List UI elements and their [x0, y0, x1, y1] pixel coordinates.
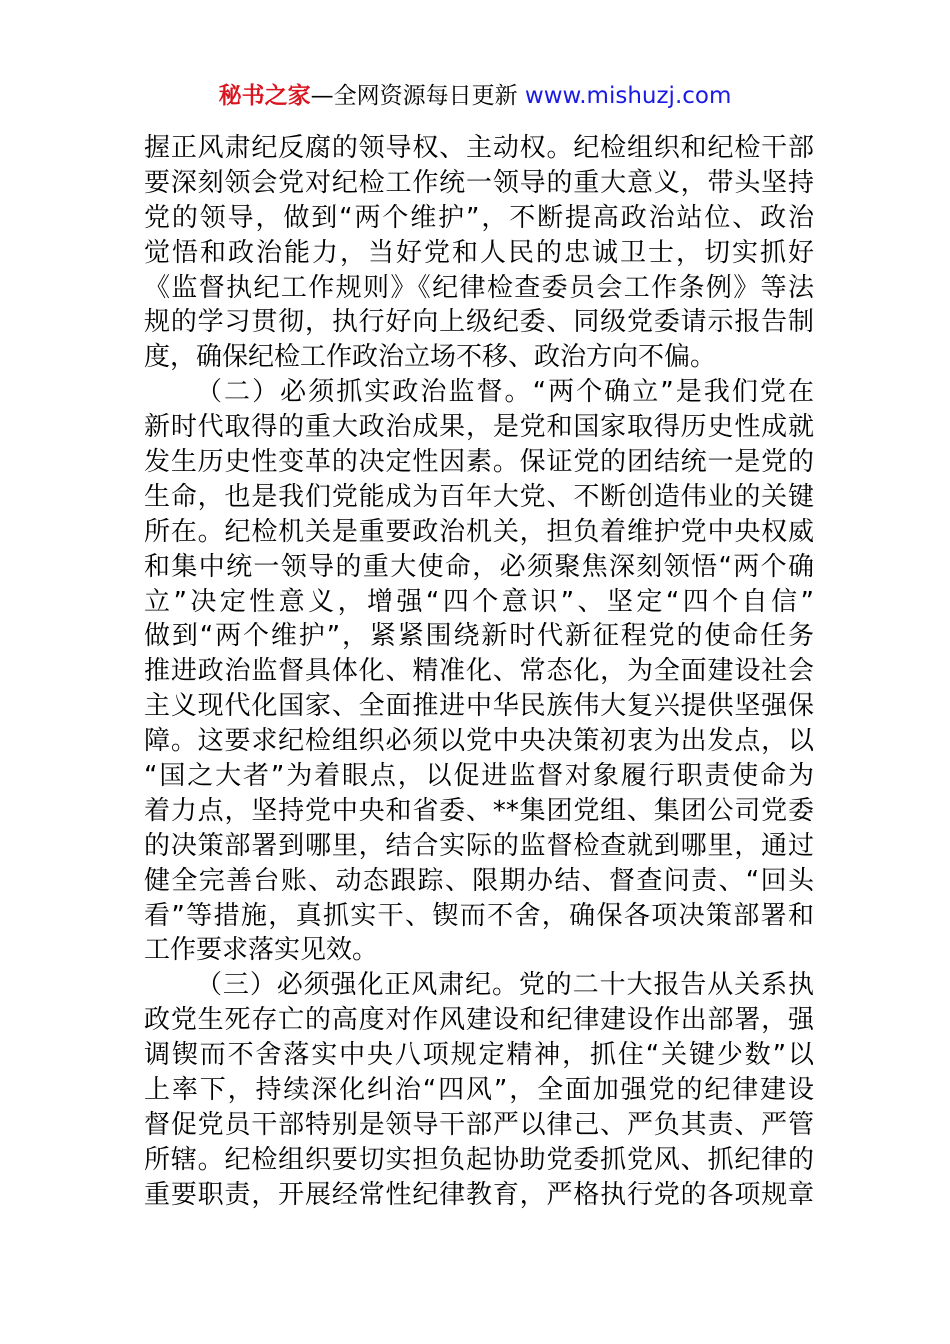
text-line: 督促党员干部特别是领导干部严以律己、严负其责、严管: [144, 1109, 814, 1140]
paragraph: [144, 375, 814, 968]
text-line: 和集中统一领导的重大使命，必须聚焦深刻领悟“两个确: [144, 551, 814, 582]
text-line: 主义现代化国家、全面推进中华民族伟大复兴提供坚强保: [144, 691, 814, 722]
text-line: 《监督执纪工作规则》《纪律检查委员会工作条例》等法: [144, 272, 814, 303]
paragraph: [144, 968, 814, 1212]
text-line: （二）必须抓实政治监督。“两个确立”是我们党在: [196, 377, 814, 408]
site-header: [0, 80, 950, 112]
text-line: 要深刻领会党对纪检工作统一领导的重大意义，带头坚持: [144, 167, 814, 198]
text-line: 障。这要求纪检组织必须以党中央决策初衷为出发点，以: [144, 726, 814, 757]
text-line: 所在。纪检机关是重要政治机关，担负着维护党中央权威: [144, 516, 814, 547]
text-line: 觉悟和政治能力，当好党和人民的忠诚卫士，切实抓好: [144, 237, 814, 268]
text-line: 发生历史性变革的决定性因素。保证党的团结统一是党的: [144, 447, 814, 478]
text-line: 立”决定性意义，增强“四个意识”、坚定“四个自信”: [144, 586, 814, 617]
site-tagline: —全网资源每日更新: [310, 83, 525, 109]
paragraph: [144, 131, 814, 375]
text-line: （三）必须强化正风肃纪。党的二十大报告从关系执: [196, 970, 814, 1001]
text-line: 着力点，坚持党中央和省委、**集团党组、集团公司党委: [144, 795, 814, 826]
site-url-link[interactable]: www.mishuzj.com: [524, 83, 732, 109]
text-line: 上率下，持续深化纠治“四风”，全面加强党的纪律建设: [144, 1075, 814, 1106]
site-brand: 秘书之家: [218, 83, 311, 109]
text-line: 推进政治监督具体化、精准化、常态化，为全面建设社会: [144, 656, 814, 687]
text-line: 新时代取得的重大政治成果，是党和国家取得历史性成就: [144, 412, 814, 443]
text-line: 握正风肃纪反腐的领导权、主动权。纪检组织和纪检干部: [144, 133, 814, 163]
text-line: 度，确保纪检工作政治立场不移、政治方向不偏。: [144, 342, 717, 373]
text-line: 调锲而不舍落实中央八项规定精神，抓住“关键少数”以: [144, 1040, 814, 1071]
text-line: 政党生死存亡的高度对作风建设和纪律建设作出部署，强: [144, 1005, 814, 1036]
text-line: 健全完善台账、动态跟踪、限期办结、督查问责、“回头: [144, 865, 814, 896]
text-line: 规的学习贯彻，执行好向上级纪委、同级党委请示报告制: [144, 307, 814, 338]
text-line: 工作要求落实见效。: [144, 935, 379, 966]
text-line: 党的领导，做到“两个维护”，不断提高政治站位、政治: [144, 202, 814, 233]
text-line: 重要职责，开展经常性纪律教育，严格执行党的各项规章: [144, 1179, 814, 1210]
text-line: “国之大者”为着眼点，以促进监督对象履行职责使命为: [144, 761, 814, 792]
text-line: 做到“两个维护”，紧紧围绕新时代新征程党的使命任务: [144, 621, 814, 652]
text-line: 所辖。纪检组织要切实担负起协助党委抓党风、抓纪律的: [144, 1144, 814, 1175]
document-body: [144, 131, 814, 1213]
text-line: 看”等措施，真抓实干、锲而不舍，确保各项决策部署和: [144, 900, 814, 931]
text-line: 的决策部署到哪里，结合实际的监督检查就到哪里，通过: [144, 830, 814, 861]
text-line: 生命，也是我们党能成为百年大党、不断创造伟业的关键: [144, 481, 814, 512]
